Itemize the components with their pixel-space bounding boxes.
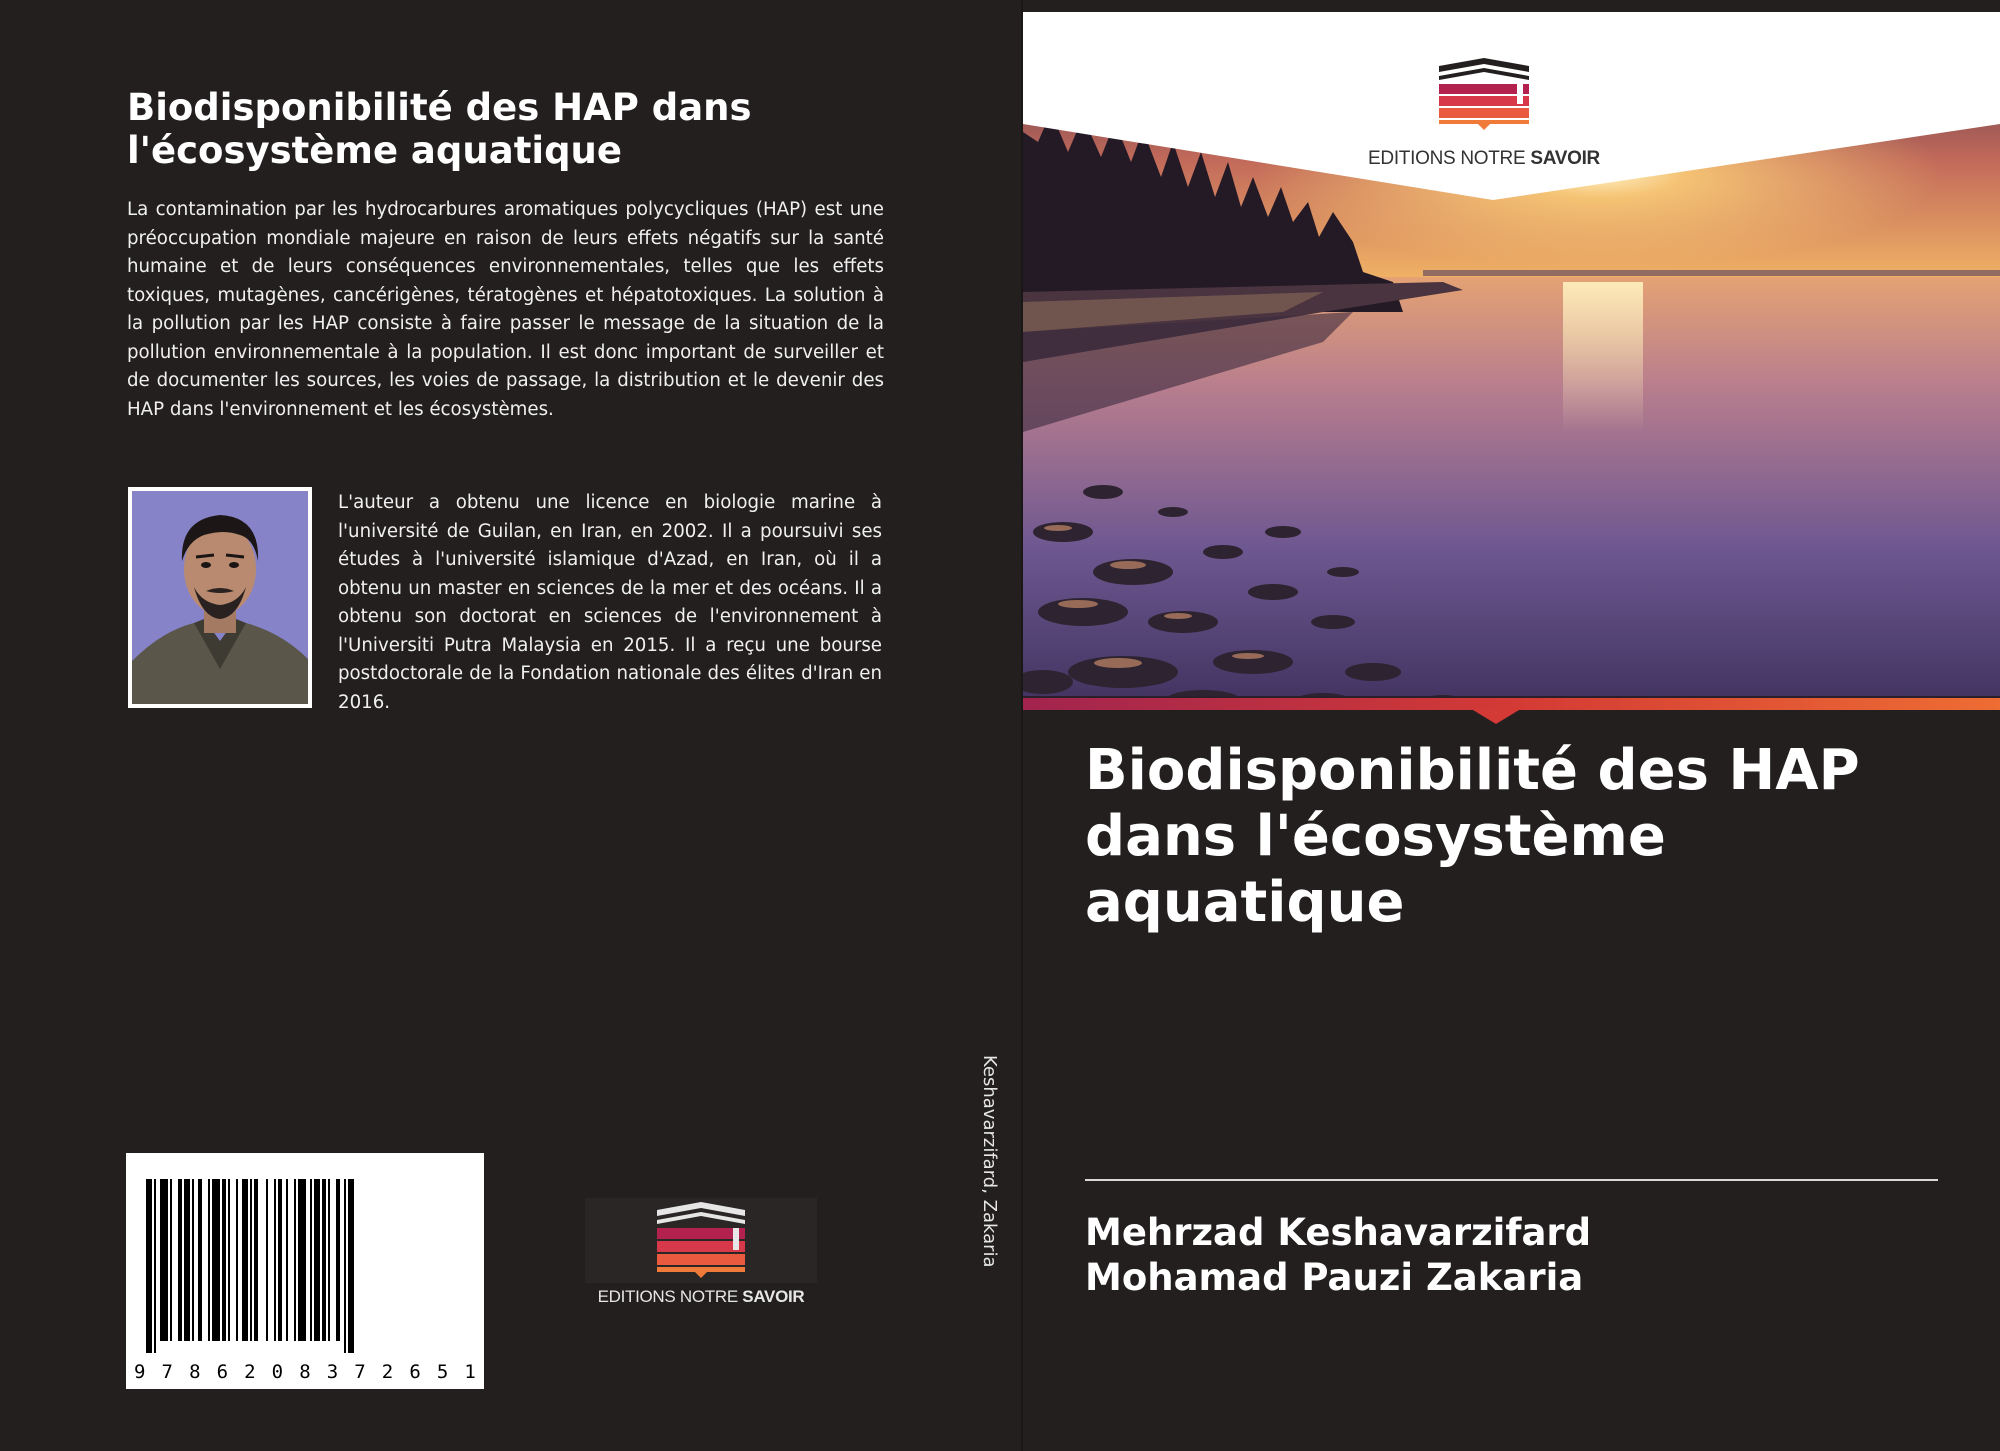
front-top-strip bbox=[1023, 0, 2000, 12]
publisher-name-bold: SAVOIR bbox=[742, 1287, 805, 1306]
front-cover-title: Biodisponibilité des HAP dans l'écosystème aquatique bbox=[1085, 738, 1860, 935]
author-portrait bbox=[132, 491, 308, 704]
barcode-digit: 5 bbox=[436, 1361, 449, 1383]
barcode-bar bbox=[154, 1179, 156, 1353]
front-publisher-name bbox=[1359, 148, 1609, 170]
front-authors bbox=[1085, 1210, 1965, 1300]
barcode-bar bbox=[310, 1179, 312, 1341]
barcode-bar bbox=[328, 1179, 330, 1341]
author-biography: L'auteur a obtenu une licence en biologie marine à l'université de Guilan, en Iran, en 2002. Il a poursuivi ses études à l'université islamique d'Azad, en Iran, où il a obtenu un master en sciences de la mer et des océans. Il a obtenu son doctorat en sciences de l'environnement à l'Universiti Putra Malaysia en 2015. Il a reçu une bourse postdoctorale de la Fondation nationale des élites d'Iran en 2016. bbox=[338, 492, 882, 713]
barcode-digit: 3 bbox=[326, 1361, 339, 1383]
front-divider bbox=[1085, 1179, 1938, 1181]
spine-author-text: Keshavarzifard, Zakaria bbox=[979, 1055, 1000, 1268]
barcode-bar bbox=[294, 1179, 296, 1341]
barcode-digit: 6 bbox=[216, 1361, 229, 1383]
author-name: Mehrzad Keshavarzifard bbox=[1085, 1211, 1592, 1254]
barcode-bar bbox=[222, 1179, 226, 1341]
back-publisher-name bbox=[585, 1287, 817, 1307]
barcode-bar bbox=[322, 1179, 326, 1341]
front-publisher-logo bbox=[1359, 58, 1609, 168]
barcode-bar bbox=[236, 1179, 238, 1341]
barcode-digit: 8 bbox=[189, 1361, 201, 1383]
open-book-logo-icon bbox=[585, 1198, 817, 1283]
barcode-bar bbox=[178, 1179, 182, 1341]
barcode-bar bbox=[228, 1179, 230, 1341]
publisher-name-regular: EDITIONS NOTRE bbox=[1368, 148, 1531, 169]
barcode-digit: 6 bbox=[409, 1361, 421, 1383]
barcode-bar bbox=[184, 1179, 190, 1341]
barcode-bar bbox=[348, 1179, 354, 1353]
barcode-bar bbox=[344, 1179, 346, 1353]
back-cover-abstract: La contamination par les hydrocarbures aromatiques polycycliques (HAP) est une préoccupation mondiale majeure en raison de leurs effets négatifs sur la santé humaine et de leurs conséquences environnementales, telles que les effets toxiques, mutagènes, cancérigènes, tératogènes et hépatotoxiques. La solution à la pollution par les HAP consiste à faire passer le message de la situation de la pollution environnementale à la population. Il est donc important de surveiller et de documenter les sources, les voies de passage, la distribution et le devenir des HAP dans l'environnement et les écosystèmes. bbox=[127, 199, 884, 420]
open-book-logo-icon bbox=[1359, 58, 1609, 130]
barcode-digit: 9 bbox=[134, 1361, 146, 1383]
barcode-bar bbox=[286, 1179, 288, 1341]
barcode-bar bbox=[146, 1179, 152, 1353]
barcode-bar bbox=[336, 1179, 340, 1341]
back-publisher-logo bbox=[585, 1198, 817, 1318]
barcode-digits bbox=[134, 1361, 476, 1383]
barcode-bars bbox=[126, 1153, 484, 1353]
barcode-bar bbox=[254, 1179, 258, 1341]
back-cover-title: Biodisponibilité des HAP dans l'écosystème aquatique bbox=[127, 86, 752, 172]
barcode-digit: 1 bbox=[464, 1361, 476, 1383]
barcode-bar bbox=[198, 1179, 202, 1341]
publisher-name-bold: SAVOIR bbox=[1530, 148, 1600, 169]
barcode-digit: 2 bbox=[244, 1361, 256, 1383]
barcode-bar bbox=[266, 1179, 268, 1341]
barcode-bar bbox=[212, 1179, 220, 1341]
barcode-digit: 7 bbox=[161, 1361, 173, 1383]
barcode-bar bbox=[208, 1179, 210, 1341]
author-name: Mohamad Pauzi Zakaria bbox=[1085, 1256, 1584, 1299]
barcode-bar bbox=[298, 1179, 306, 1341]
isbn-barcode bbox=[126, 1153, 484, 1389]
barcode-bar bbox=[314, 1179, 320, 1341]
barcode-bar bbox=[242, 1179, 248, 1341]
barcode-bar bbox=[170, 1179, 172, 1341]
publisher-name-regular: EDITIONS NOTRE bbox=[597, 1287, 743, 1306]
barcode-digit: 0 bbox=[271, 1361, 284, 1383]
barcode-bar bbox=[274, 1179, 276, 1341]
author-photo bbox=[128, 487, 312, 708]
barcode-bar bbox=[160, 1179, 168, 1341]
barcode-bar bbox=[278, 1179, 282, 1341]
barcode-bar bbox=[192, 1179, 194, 1341]
barcode-digit: 2 bbox=[381, 1361, 394, 1383]
barcode-digit: 7 bbox=[354, 1361, 366, 1383]
barcode-digit: 8 bbox=[299, 1361, 311, 1383]
barcode-bar bbox=[250, 1179, 252, 1341]
front-cover bbox=[1023, 0, 2000, 1451]
